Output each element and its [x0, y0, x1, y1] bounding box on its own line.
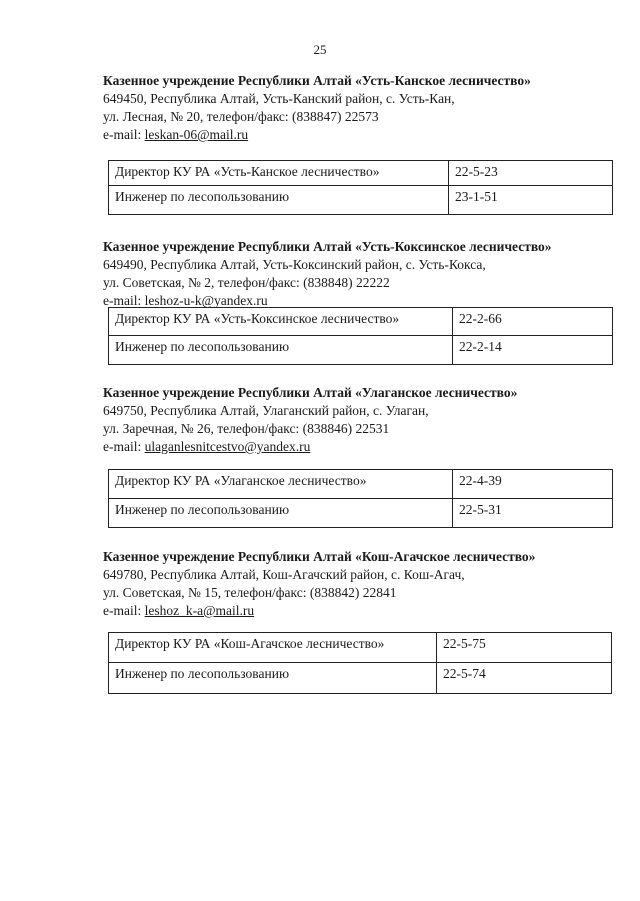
org-address-line-2: ул. Лесная, № 20, телефон/факс: (838847) 22573	[103, 109, 379, 124]
org-address-line-1: 649450, Республика Алтай, Усть-Канский район, с. Усть-Кан,	[103, 91, 455, 106]
org-address-line-2: ул. Советская, № 2, телефон/факс: (838848) 22222	[103, 275, 390, 290]
table-row	[109, 161, 613, 186]
org-block-ust-kan	[103, 72, 615, 144]
email-label: e-mail:	[103, 603, 145, 618]
email-link[interactable]: ulaganlesnitcestvo@yandex.ru	[144, 439, 311, 454]
email-text: leshoz-u-k@yandex.ru	[144, 293, 268, 308]
org-address-line-1: 649750, Республика Алтай, Улаганский район, с. Улаган,	[103, 403, 429, 418]
table-cell-role: Инженер по лесопользованию	[109, 499, 453, 528]
table-cell-phone: 22-2-14	[453, 336, 613, 365]
org-address-line-1: 649490, Республика Алтай, Усть-Коксинский район, с. Усть-Кокса,	[103, 257, 486, 272]
org-title: Казенное учреждение Республики Алтай «Усть-Коксинское лесничество»	[103, 239, 552, 254]
org-title: Казенное учреждение Республики Алтай «Усть-Канское лесничество»	[103, 73, 531, 88]
table-cell-phone: 23-1-51	[449, 186, 613, 215]
table-cell-phone: 22-5-23	[449, 161, 613, 186]
table-row	[109, 663, 612, 694]
table-row	[109, 633, 612, 663]
table-row	[109, 336, 613, 365]
table-cell-role: Инженер по лесопользованию	[109, 663, 437, 694]
contacts-table-kosh-agach	[108, 632, 612, 694]
table-cell-phone: 22-2-66	[453, 308, 613, 336]
org-block-kosh-agach	[103, 548, 615, 620]
table-row	[109, 499, 613, 528]
org-address-line-1: 649780, Республика Алтай, Кош-Агачский район, с. Кош-Агач,	[103, 567, 465, 582]
email-link[interactable]: leskan-06@mail.ru	[144, 127, 249, 142]
contacts-table-ust-koksa	[108, 307, 613, 365]
org-title: Казенное учреждение Республики Алтай «Кош-Агачское лесничество»	[103, 549, 536, 564]
page-number: 25	[313, 42, 327, 57]
table-cell-phone: 22-5-75	[437, 633, 612, 663]
contacts-table-ust-kan	[108, 160, 613, 215]
table-cell-phone: 22-5-31	[453, 499, 613, 528]
org-block-ust-koksa	[103, 238, 615, 310]
org-email-line	[103, 438, 615, 456]
table-row	[109, 308, 613, 336]
table-cell-role: Директор КУ РА «Усть-Коксинское лесничество»	[109, 308, 453, 336]
table-cell-role: Директор КУ РА «Улаганское лесничество»	[109, 470, 453, 499]
org-block-ulagan	[103, 384, 615, 456]
email-link[interactable]: leshoz_k-a@mail.ru	[144, 603, 255, 618]
email-label: e-mail:	[103, 293, 145, 308]
org-email-line	[103, 602, 615, 620]
org-address-line-2: ул. Заречная, № 26, телефон/факс: (838846) 22531	[103, 421, 390, 436]
org-email-line	[103, 126, 615, 144]
table-cell-phone: 22-4-39	[453, 470, 613, 499]
table-row	[109, 186, 613, 215]
email-label: e-mail:	[103, 439, 145, 454]
org-address-line-2: ул. Советская, № 15, телефон/факс: (838842) 22841	[103, 585, 397, 600]
table-cell-phone: 22-5-74	[437, 663, 612, 694]
email-label: e-mail:	[103, 127, 145, 142]
table-cell-role: Директор КУ РА «Усть-Канское лесничество»	[109, 161, 449, 186]
table-cell-role: Директор КУ РА «Кош-Агачское лесничество»	[109, 633, 437, 663]
org-title: Казенное учреждение Республики Алтай «Улаганское лесничество»	[103, 385, 518, 400]
contacts-table-ulagan	[108, 469, 613, 528]
table-cell-role: Инженер по лесопользованию	[109, 336, 453, 365]
table-cell-role: Инженер по лесопользованию	[109, 186, 449, 215]
table-row	[109, 470, 613, 499]
